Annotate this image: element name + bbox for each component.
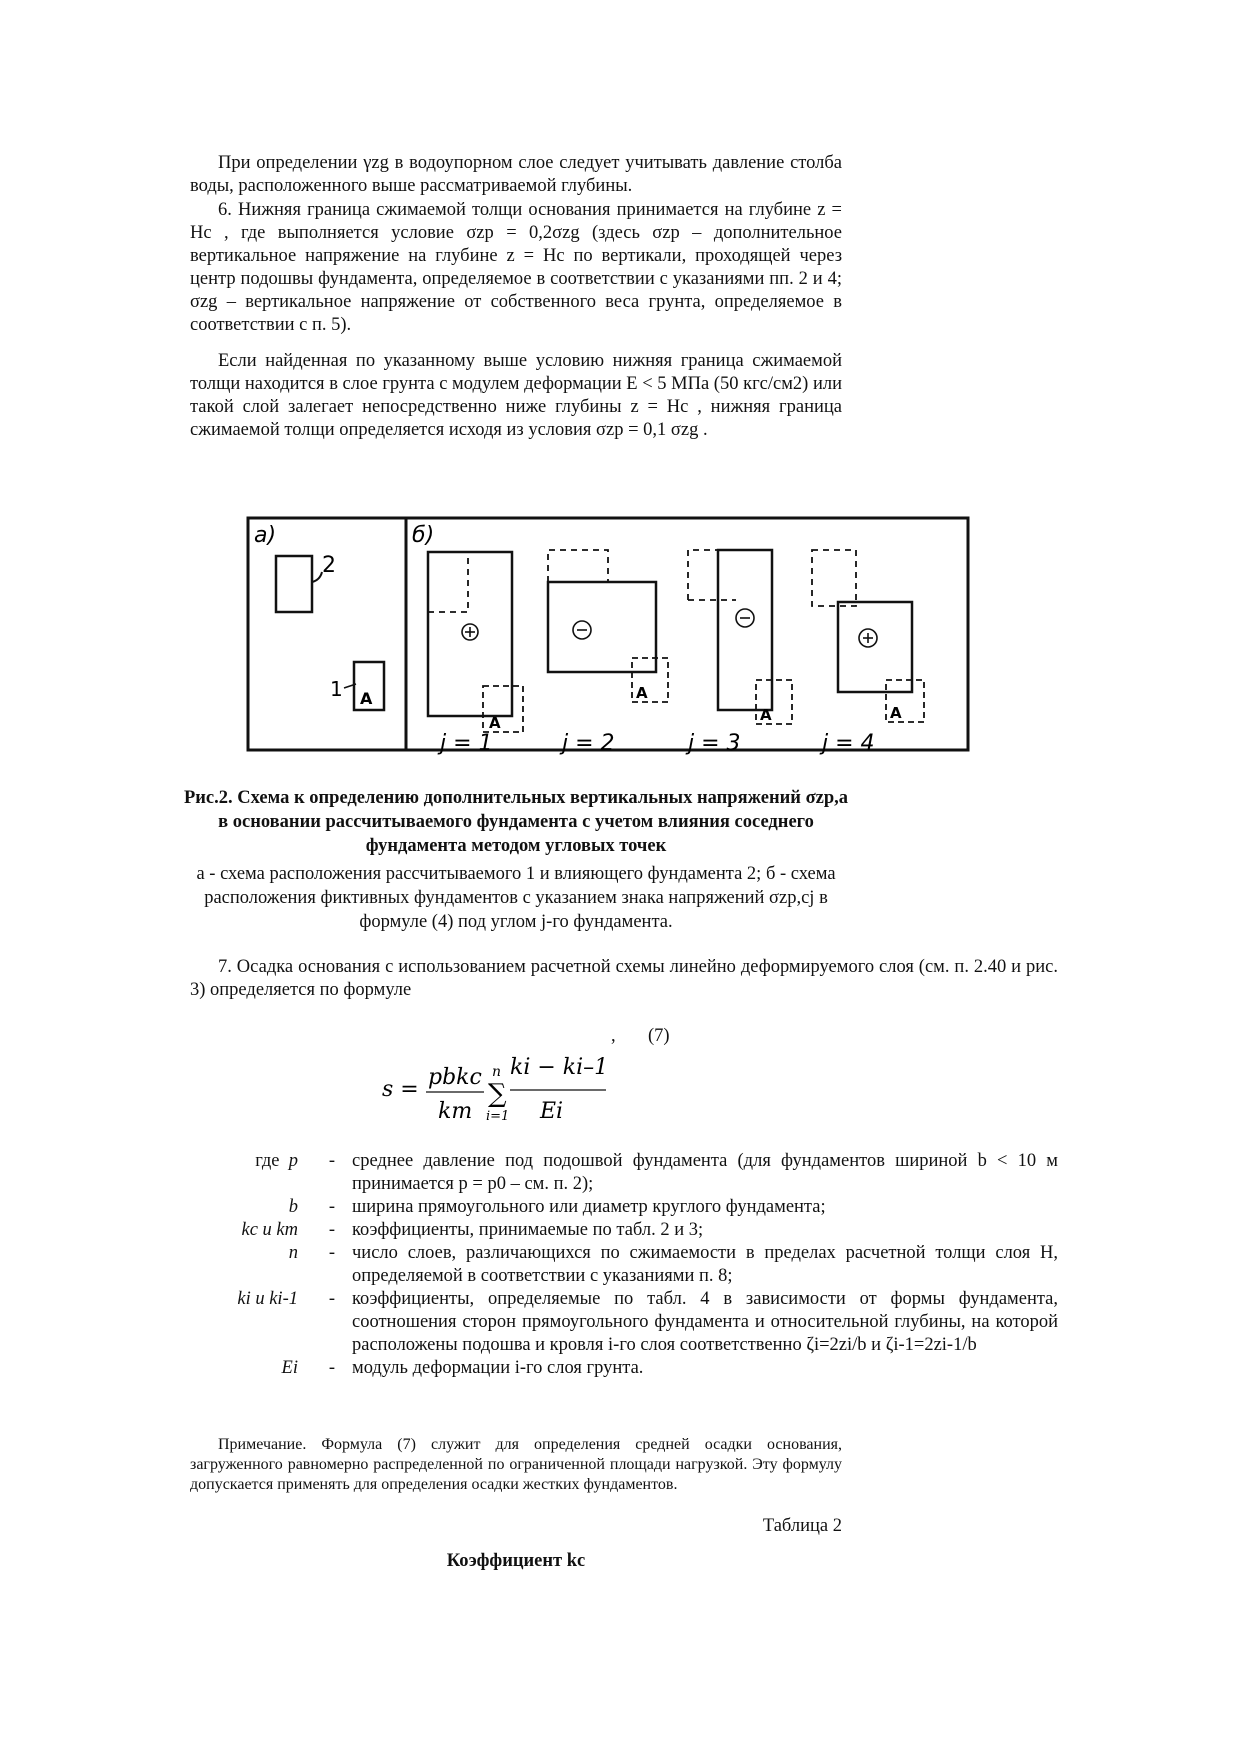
corner-A-j1: А [489, 714, 501, 732]
definition-row [190, 1242, 1058, 1288]
definition-row [190, 1357, 1058, 1380]
sum-sign: ∑ [488, 1079, 507, 1109]
definition-text: число слоев, различающихся по сжимаемости в пределах расчетной толщи слоя H, определяемой в соответствии с указаниями п. 8; [352, 1243, 1058, 1286]
paragraph-2-text: 6. Нижняя граница сжимаемой толщи основания принимается на глубине z = Hc , где выполняется условие σzp = 0,2σzg (здесь σzp – дополнительное вертикальное напряжение на глубине z = Hc по вертикали, проходящей через центр подошвы фундамента, определяемое в соответствии с указаниями пп. 2 и 4; σzg – вертикальное напряжение от собственного веса грунта, определяемое в соответствии с п. 5). [190, 200, 842, 335]
j3-label: j = 3 [688, 731, 741, 756]
figure-background [218, 490, 990, 760]
formula-7 [380, 1040, 620, 1150]
definition-text: среднее давление под подошвой фундамента (для фундаментов шириной b < 10 м принимается p = p0 – см. п. 2); [352, 1151, 1058, 1194]
formula-number: (7) [648, 1026, 670, 1046]
note-paragraph: Примечание. Формула (7) служит для определения средней осадки основания, загруженного равномерно распределенной по ограниченной площади нагрузкой. Эту формулу допускается применять для определения осадки жестких фундаментов. [190, 1436, 842, 1493]
definition-row [190, 1219, 1058, 1242]
paragraph-3-text: Если найденная по указанному выше условию нижняя граница сжимаемой толщи находится в слое грунта с модулем деформации E < 5 МПа (50 кгс/см2) или такой слой залегает непосредственно ниже глубины z = Hc , нижняя граница сжимаемой толщи определяется исходя из условия σzp = 0,1 σzg . [190, 351, 842, 440]
sum-lower-limit: i=1 [486, 1109, 510, 1124]
definition-symbol: Ei [281, 1358, 298, 1378]
paragraph-3 [190, 350, 842, 442]
definition-text: ширина прямоугольного или диаметр круглого фундамента; [352, 1197, 826, 1217]
corner-A-j3: А [760, 706, 772, 724]
panel-a-label: а) [254, 523, 277, 548]
formula-denominator-2: Ei [540, 1099, 564, 1124]
corner-A-j4: А [890, 704, 902, 722]
table-number: Таблица 2 [762, 1516, 842, 1536]
formula-numerator: pbkc [428, 1065, 482, 1090]
definition-dash: - [328, 1358, 336, 1378]
definitions-list [190, 1150, 1058, 1380]
definition-prefix: где [255, 1151, 280, 1171]
definition-symbol: kc и km [241, 1220, 298, 1240]
paragraph-2 [190, 199, 842, 337]
label-1: 1 [330, 677, 343, 701]
definition-symbol: ki и ki-1 [237, 1289, 298, 1309]
definition-row [190, 1196, 1058, 1219]
corner-A-panel-a: А [360, 689, 373, 708]
paragraph-7 [190, 956, 1058, 1002]
definition-symbol: p [288, 1151, 298, 1171]
figure-2-diagram [218, 490, 990, 760]
j1-label: j = 1 [440, 731, 493, 756]
formula-denominator: km [438, 1099, 473, 1124]
j4-label: j = 4 [822, 731, 875, 756]
figure-caption-description [180, 862, 852, 934]
definition-row [190, 1150, 1058, 1196]
j2-label: j = 2 [562, 731, 615, 756]
formula-numerator-2: ki − ki–1 [510, 1055, 609, 1080]
figure-caption-desc-text: а - схема расположения рассчитываемого 1 и влияющего фундамента 2; б - схема расположения фиктивных фундаментов с указанием знака напряжений σzp,cj в формуле (4) под углом j-го фундамента. [196, 864, 836, 932]
definition-dash: - [328, 1289, 336, 1309]
paragraph-1 [190, 152, 842, 198]
definition-dash: - [328, 1197, 336, 1217]
figure-caption-title: Рис.2. Схема к определению дополнительных вертикальных напряжений σzp,a в основании рассчитываемого фундамента с учетом влияния соседнего фундамента методом угловых точек [183, 788, 849, 856]
definition-dash: - [328, 1220, 336, 1240]
definition-text: модуль деформации i-го слоя грунта. [352, 1358, 644, 1378]
panel-b-label: б) [412, 523, 435, 548]
corner-A-j2: А [636, 684, 648, 702]
paragraph-1-text: При определении γzg в водоупорном слое следует учитывать давление столба воды, расположенного выше рассматриваемой глубины. [190, 153, 842, 196]
label-2: 2 [322, 553, 336, 578]
sum-upper-limit: n [492, 1064, 502, 1080]
definition-dash: - [328, 1151, 336, 1171]
figure-caption [180, 786, 852, 858]
definition-dash: - [328, 1243, 336, 1263]
definition-symbol: n [288, 1243, 298, 1263]
formula-comma: , [611, 1026, 616, 1046]
definition-symbol: b [288, 1197, 298, 1217]
definition-row [190, 1288, 1058, 1357]
paragraph-7-text: 7. Осадка основания с использованием расчетной схемы линейно деформируемого слоя (см. п. 2.40 и рис. 3) определяется по формуле [190, 957, 1058, 1000]
definition-text: коэффициенты, определяемые по табл. 4 в зависимости от формы фундамента, соотношения сторон прямоугольного фундамента и относительной глубины, на которой расположены подошва и кровля i-го слоя соответственно ζi=2zi/b и ζi-1=2zi-1/b [352, 1289, 1058, 1355]
table-title: Коэффициент kc [446, 1551, 586, 1571]
definition-text: коэффициенты, принимаемые по табл. 2 и 3; [352, 1220, 704, 1240]
formula-lhs: s = [382, 1077, 419, 1102]
